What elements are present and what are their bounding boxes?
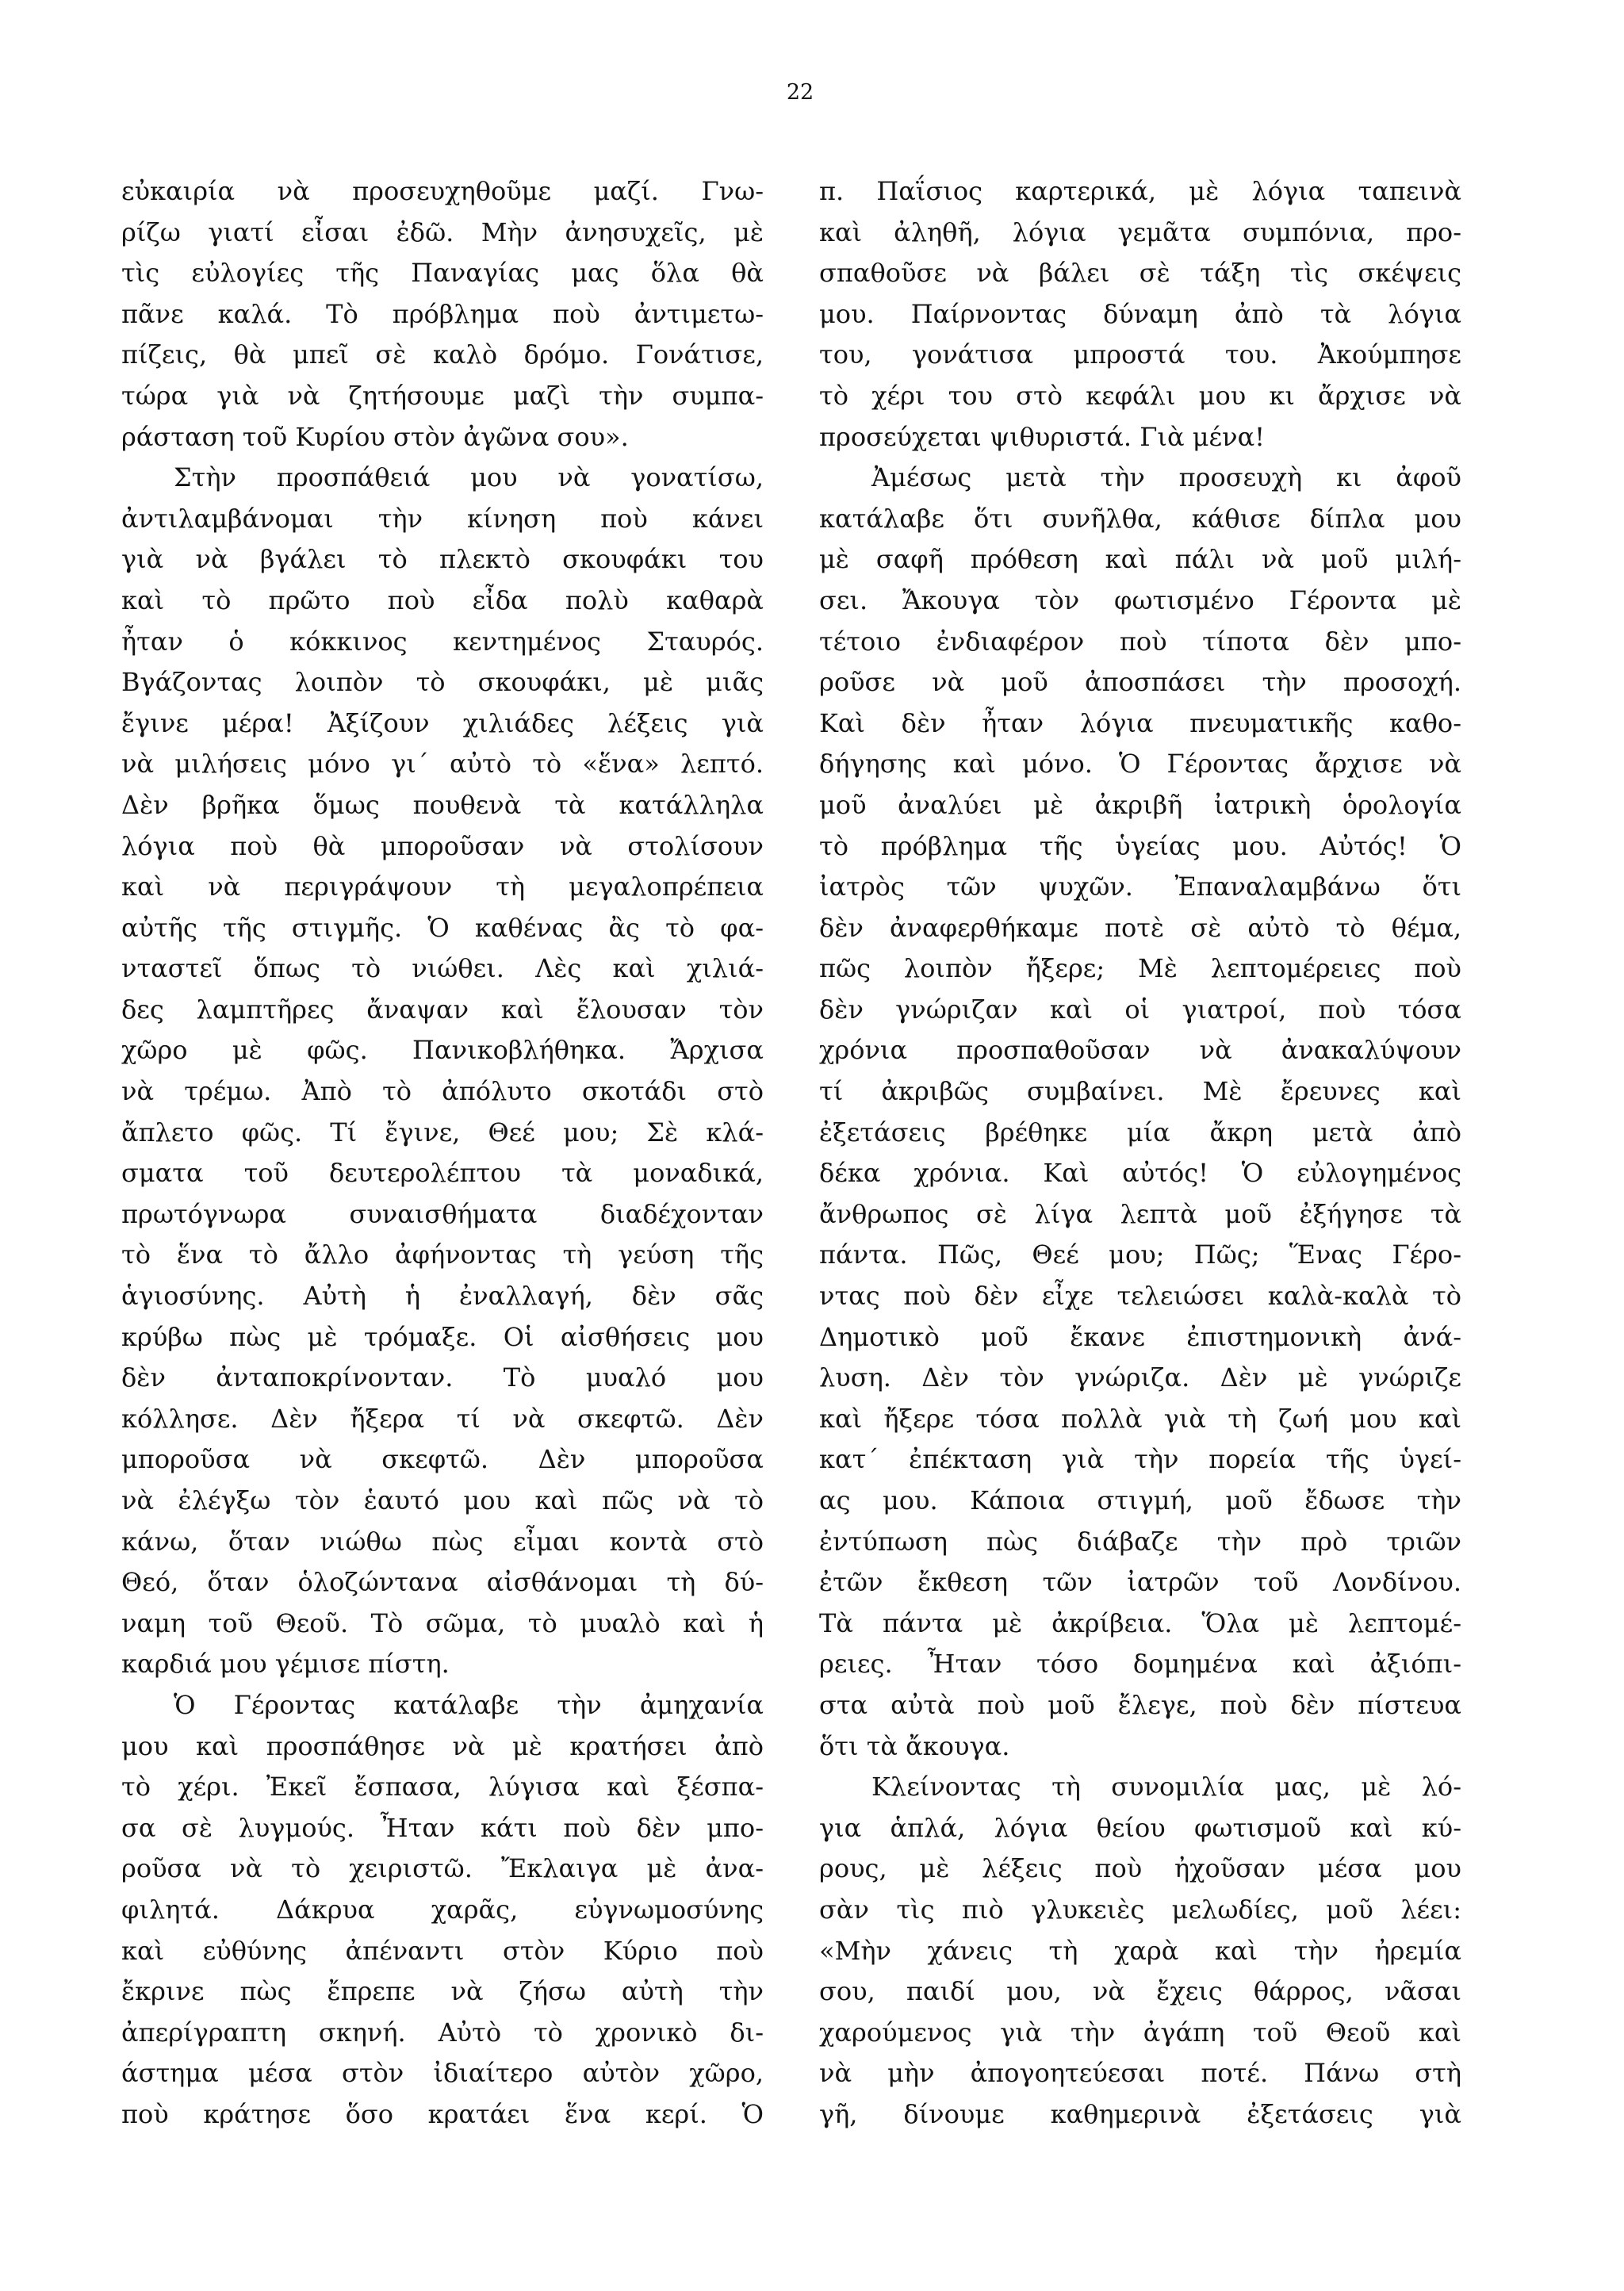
text-line: δὲν ἀναφερθήκαμε ποτὲ σὲ αὐτὸ τὸ θέμα, (819, 912, 1461, 943)
text-line: ναμη τοῦ Θεοῦ. Τὸ σῶμα, τὸ μυαλὸ καὶ ἡ (121, 1607, 764, 1638)
paragraph (819, 171, 1461, 458)
text-line: σὰν τὶς πιὸ γλυκειὲς μελωδίες, μοῦ λέει: (819, 1894, 1461, 1925)
text-line: λυση. Δὲν τὸν γνώριζα. Δὲν μὲ γνώριζε (819, 1362, 1461, 1393)
text-line: ρειες. Ἦταν τόσο δομημένα καὶ ἀξιόπι- (819, 1649, 1461, 1680)
text-line: μου καὶ προσπάθησε νὰ μὲ κρατήσει ἀπὸ (121, 1730, 764, 1761)
text-line: πρωτόγνωρα συναισθήματα διαδέχονταν (121, 1198, 764, 1229)
text-line: νταστεῖ ὅπως τὸ νιώθει. Λὲς καὶ χιλιά- (121, 953, 764, 984)
text-line: σματα τοῦ δευτερολέπτου τὰ μοναδικά, (121, 1158, 764, 1189)
text-line: ἀπερίγραπτη σκηνή. Αὐτὸ τὸ χρονικὸ δι- (121, 2017, 764, 2048)
text-line: ρίζω γιατί εἶσαι ἐδῶ. Μὴν ἀνησυχεῖς, μὲ (121, 216, 764, 247)
text-line: τὸ ἕνα τὸ ἄλλο ἀφήνοντας τὴ γεύση τῆς (121, 1239, 764, 1270)
text-line: τὸ πρόβλημα τῆς ὑγείας μου. Αὐτός! Ὁ (819, 830, 1461, 861)
text-line: Κλείνοντας τὴ συνομιλία μας, μὲ λό- (871, 1772, 1461, 1803)
text-line: λόγια ποὺ θὰ μποροῦσαν νὰ στολίσουν (121, 830, 764, 861)
text-line: καὶ ἀληθῆ, λόγια γεμᾶτα συμπόνια, προ- (819, 216, 1461, 247)
paragraph (819, 1767, 1461, 2135)
text-line: μοῦ ἀναλύει μὲ ἀκριβῆ ἰατρικὴ ὁρολογία (819, 789, 1461, 820)
text-line: νὰ μιλήσεις μόνο γι΄ αὐτὸ τὸ «ἕνα» λεπτό. (121, 749, 764, 780)
text-line: μου. Παίρνοντας δύναμη ἀπὸ τὰ λόγια (819, 298, 1461, 329)
text-line: Τὰ πάντα μὲ ἀκρίβεια. Ὅλα μὲ λεπτομέ- (819, 1607, 1461, 1638)
text-line: καὶ ἤξερε τόσα πολλὰ γιὰ τὴ ζωή μου καὶ (819, 1403, 1461, 1434)
text-line: χρόνια προσπαθοῦσαν νὰ ἀνακαλύψουν (819, 1035, 1461, 1066)
text-line: τὸ χέρι του στὸ κεφάλι μου κι ἄρχισε νὰ (819, 380, 1461, 411)
text-line: ἰατρὸς τῶν ψυχῶν. Ἐπαναλαμβάνω ὅτι (819, 872, 1461, 902)
text-line: Θεό, ὅταν ὁλοζώντανα αἰσθάνομαι τὴ δύ- (121, 1567, 764, 1598)
text-line: νὰ ἐλέγξω τὸν ἑαυτό μου καὶ πῶς νὰ τὸ (121, 1485, 764, 1515)
text-line: μὲ σαφῆ πρόθεση καὶ πάλι νὰ μοῦ μιλή- (819, 544, 1461, 575)
page-number: 22 (786, 80, 814, 105)
paragraph (121, 458, 764, 1685)
text-line: χαρούμενος γιὰ τὴν ἀγάπη τοῦ Θεοῦ καὶ (819, 2017, 1461, 2048)
text-line: ἐξετάσεις βρέθηκε μία ἄκρη μετὰ ἀπὸ (819, 1117, 1461, 1147)
text-line: κάνω, ὅταν νιώθω πὼς εἶμαι κοντὰ στὸ (121, 1526, 764, 1557)
paragraph (121, 171, 764, 458)
text-line: πίζεις, θὰ μπεῖ σὲ καλὸ δρόμο. Γονάτισε, (121, 339, 764, 370)
text-line: τέτοιο ἐνδιαφέρον ποὺ τίποτα δὲν μπο- (819, 626, 1461, 657)
text-line: τώρα γιὰ νὰ ζητήσουμε μαζὶ τὴν συμπα- (121, 380, 764, 411)
text-line: ἦταν ὁ κόκκινος κεντημένος Σταυρός. (121, 626, 764, 657)
paragraph (121, 1685, 764, 2136)
text-line: ας μου. Κάποια στιγμή, μοῦ ἔδωσε τὴν (819, 1485, 1461, 1515)
text-line: νὰ τρέμω. Ἀπὸ τὸ ἀπόλυτο σκοτάδι στὸ (121, 1076, 764, 1107)
text-line: ἔγινε μέρα! Ἀξίζουν χιλιάδες λέξεις γιὰ (121, 707, 764, 738)
text-line: π. Παΐσιος καρτερικά, μὲ λόγια ταπεινὰ (819, 176, 1461, 206)
text-line: ἁγιοσύνης. Αὐτὴ ἡ ἐναλλαγή, δὲν σᾶς (121, 1281, 764, 1312)
text-line: Στὴν προσπάθειά μου νὰ γονατίσω, (174, 462, 764, 493)
left-column (121, 171, 764, 2136)
text-line: σπαθοῦσε νὰ βάλει σὲ τάξη τὶς σκέψεις (819, 258, 1461, 289)
text-line: ἄνθρωπος σὲ λίγα λεπτὰ μοῦ ἐξήγησε τὰ (819, 1198, 1461, 1229)
text-line: ἔκρινε πὼς ἔπρεπε νὰ ζήσω αὐτὴ τὴν (121, 1976, 764, 2007)
text-line: τὸ χέρι. Ἐκεῖ ἔσπασα, λύγισα καὶ ξέσπα- (121, 1772, 764, 1803)
text-line: φιλητά. Δάκρυα χαρᾶς, εὐγνωμοσύνης (121, 1894, 764, 1925)
text-line: Δὲν βρῆκα ὅμως πουθενὰ τὰ κατάλληλα (121, 789, 764, 820)
text-line: σει. Ἄκουγα τὸν φωτισμένο Γέροντα μὲ (819, 584, 1461, 615)
text-line: Ὁ Γέροντας κατάλαβε τὴν ἀμηχανία (174, 1689, 764, 1720)
text-line: δὲν ἀνταποκρίνονταν. Τὸ μυαλό μου (121, 1362, 764, 1393)
text-line: Καὶ δὲν ἦταν λόγια πνευματικῆς καθο- (819, 707, 1461, 738)
text-line: τί ἀκριβῶς συμβαίνει. Μὲ ἔρευνες καὶ (819, 1076, 1461, 1107)
text-line: «Μὴν χάνεις τὴ χαρὰ καὶ τὴν ἠρεμία (819, 1935, 1461, 1966)
text-line: κατάλαβε ὅτι συνῆλθα, κάθισε δίπλα μου (819, 503, 1461, 534)
text-line: μποροῦσα νὰ σκεφτῶ. Δὲν μποροῦσα (121, 1444, 764, 1475)
text-line: Δημοτικὸ μοῦ ἔκανε ἐπιστημονικὴ ἀνά- (819, 1321, 1461, 1352)
text-line: Ἀμέσως μετὰ τὴν προσευχὴ κι ἀφοῦ (871, 462, 1461, 493)
text-line: δὲν γνώριζαν καὶ οἱ γιατροί, ποὺ τόσα (819, 994, 1461, 1025)
text-line: σου, παιδί μου, νὰ ἔχεις θάρρος, νᾶσαι (819, 1976, 1461, 2007)
text-line: ἀντιλαμβάνομαι τὴν κίνηση ποὺ κάνει (121, 503, 764, 534)
text-line: ἐντύπωση πὼς διάβαζε τὴν πρὸ τριῶν (819, 1526, 1461, 1557)
text-line: χῶρο μὲ φῶς. Πανικοβλήθηκα. Ἄρχισα (121, 1035, 764, 1066)
paragraph (819, 458, 1461, 1767)
text-line: σα σὲ λυγμούς. Ἦταν κάτι ποὺ δὲν μπο- (121, 1812, 764, 1843)
text-line: του, γονάτισα μπροστά του. Ἀκούμπησε (819, 339, 1461, 370)
text-line: νὰ μὴν ἀπογοητεύεσαι ποτέ. Πάνω στὴ (819, 2058, 1461, 2089)
text-line: ποὺ κράτησε ὅσο κρατάει ἕνα κερί. Ὁ (121, 2098, 764, 2129)
text-line: προσεύχεται ψιθυριστά. Γιὰ μένα! (819, 421, 1266, 452)
text-line: καὶ νὰ περιγράψουν τὴ μεγαλοπρέπεια (121, 872, 764, 902)
text-line: γῆ, δίνουμε καθημερινὰ ἐξετάσεις γιὰ (819, 2098, 1461, 2129)
text-line: καὶ τὸ πρῶτο ποὺ εἶδα πολὺ καθαρὰ (121, 584, 764, 615)
text-line: κόλλησε. Δὲν ἤξερα τί νὰ σκεφτῶ. Δὲν (121, 1403, 764, 1434)
text-line: τὶς εὐλογίες τῆς Παναγίας μας ὅλα θὰ (121, 258, 764, 289)
text-line: πᾶνε καλά. Τὸ πρόβλημα ποὺ ἀντιμετω- (121, 298, 764, 329)
text-line: ράσταση τοῦ Κυρίου στὸν ἀγῶνα σου». (121, 421, 629, 452)
text-line: ντας ποὺ δὲν εἶχε τελειώσει καλὰ-καλὰ τὸ (819, 1281, 1461, 1312)
text-line: γιὰ νὰ βγάλει τὸ πλεκτὸ σκουφάκι του (121, 544, 764, 575)
text-line: Βγάζοντας λοιπὸν τὸ σκουφάκι, μὲ μιᾶς (121, 667, 764, 698)
text-line: στα αὐτὰ ποὺ μοῦ ἔλεγε, ποὺ δὲν πίστευα (819, 1689, 1461, 1720)
text-line: κατ΄ ἐπέκταση γιὰ τὴν πορεία τῆς ὑγεί- (819, 1444, 1461, 1475)
text-line: ροῦσα νὰ τὸ χειριστῶ. Ἔκλαιγα μὲ ἀνα- (121, 1853, 764, 1884)
text-line: δες λαμπτῆρες ἄναψαν καὶ ἔλουσαν τὸν (121, 994, 764, 1025)
right-column (819, 171, 1461, 2136)
text-line: άστημα μέσα στὸν ἰδιαίτερο αὐτὸν χῶρο, (121, 2058, 764, 2089)
text-line: πάντα. Πῶς, Θεέ μου; Πῶς; Ἕνας Γέρο- (819, 1239, 1461, 1270)
text-line: πῶς λοιπὸν ἤξερε; Μὲ λεπτομέρειες ποὺ (819, 953, 1461, 984)
text-line: εὐκαιρία νὰ προσευχηθοῦμε μαζί. Γνω- (121, 176, 764, 206)
text-line: αὐτῆς τῆς στιγμῆς. Ὁ καθένας ἂς τὸ φα- (121, 912, 764, 943)
text-line: κρύβω πὼς μὲ τρόμαξε. Οἱ αἰσθήσεις μου (121, 1321, 764, 1352)
text-line: καρδιά μου γέμισε πίστη. (121, 1649, 450, 1680)
text-line: ἄπλετο φῶς. Τί ἔγινε, Θεέ μου; Σὲ κλά- (121, 1117, 764, 1147)
text-line: για ἁπλά, λόγια θείου φωτισμοῦ καὶ κύ- (819, 1812, 1461, 1843)
text-line: καὶ εὐθύνης ἀπέναντι στὸν Κύριο ποὺ (121, 1935, 764, 1966)
text-line: ρους, μὲ λέξεις ποὺ ἠχοῦσαν μέσα μου (819, 1853, 1461, 1884)
text-line: ὅτι τὰ ἄκουγα. (819, 1730, 1010, 1761)
text-line: δήγησης καὶ μόνο. Ὁ Γέροντας ἄρχισε νὰ (819, 749, 1461, 780)
text-line: ροῦσε νὰ μοῦ ἀποσπάσει τὴν προσοχή. (819, 667, 1461, 698)
text-line: δέκα χρόνια. Καὶ αὐτός! Ὁ εὐλογημένος (819, 1158, 1461, 1189)
text-line: ἐτῶν ἔκθεση τῶν ἰατρῶν τοῦ Λονδίνου. (819, 1567, 1461, 1598)
